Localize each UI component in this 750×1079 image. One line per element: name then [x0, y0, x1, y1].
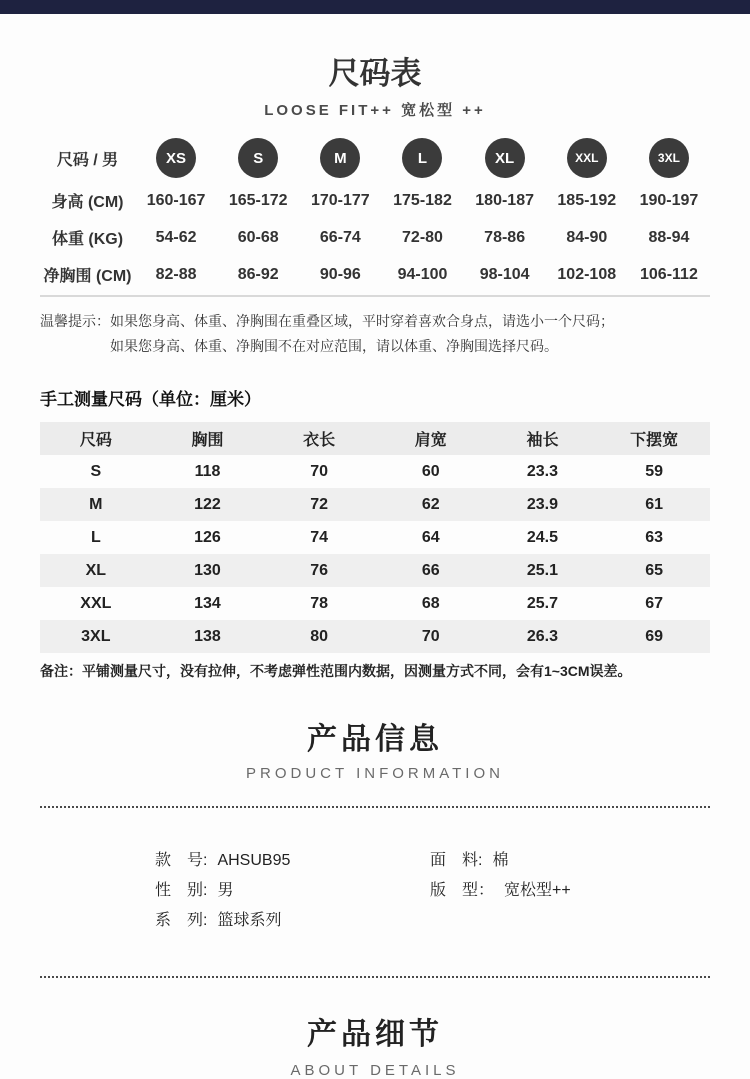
field-fit	[430, 876, 571, 906]
table-row	[40, 488, 710, 521]
table-cell: 70	[310, 462, 329, 480]
field-label: 版 型：	[430, 882, 495, 899]
table-cell: 74	[310, 528, 329, 546]
section-divider	[40, 295, 710, 297]
table-header-row	[40, 422, 710, 455]
measurement-table	[40, 422, 710, 653]
table-cell: 23.3	[526, 462, 559, 480]
table-cell: 126	[194, 528, 221, 546]
table-cell: 118	[194, 462, 221, 480]
table-cell: 64	[421, 528, 440, 546]
chest-value: 82-88	[155, 265, 197, 283]
product-info-title: 产品信息	[307, 723, 443, 756]
top-navy-bar	[0, 0, 750, 14]
product-info-subtitle: PRODUCT INFORMATION	[246, 765, 504, 782]
table-cell: S	[90, 462, 102, 480]
size-chart	[40, 134, 710, 293]
sizing-tips	[40, 309, 710, 359]
field-label: 款 号:	[155, 852, 208, 869]
table-cell: 24.5	[526, 528, 559, 546]
height-row-label: 身高 (CM)	[51, 194, 124, 211]
table-cell: 122	[194, 495, 221, 513]
table-cell: 61	[645, 495, 664, 513]
table-cell: 130	[194, 561, 221, 579]
chest-row	[40, 256, 710, 293]
table-cell: M	[89, 495, 103, 513]
table-cell: XXL	[80, 594, 112, 612]
chest-row-label: 净胸围 (CM)	[43, 268, 132, 285]
measurement-note: 备注：平铺测量尺寸，没有拉伸，不考虑弹性范围内数据，因测量方式不同，会有1~3CM误差。	[40, 663, 632, 679]
chest-value: 98-104	[479, 265, 530, 283]
measure-table-heading: 手工测量尺码（单位：厘米）	[40, 390, 261, 409]
column-header: 肩宽	[375, 422, 487, 455]
weight-value: 88-94	[648, 228, 690, 246]
table-cell: 68	[421, 594, 440, 612]
table-cell: 23.9	[526, 495, 559, 513]
field-label: 系 列:	[155, 912, 208, 929]
column-header: 胸围	[152, 422, 264, 455]
height-value: 170-177	[310, 191, 370, 209]
size-badge-xxl: XXL	[567, 138, 607, 178]
table-cell: 67	[645, 594, 664, 612]
height-value: 190-197	[639, 191, 699, 209]
table-cell: 72	[310, 495, 329, 513]
table-cell: 80	[310, 627, 329, 645]
size-badge-xl: XL	[485, 138, 525, 178]
height-row	[40, 182, 710, 219]
table-cell: L	[90, 528, 101, 546]
table-cell: XL	[85, 561, 107, 579]
table-cell: 138	[194, 627, 221, 645]
table-row	[40, 587, 710, 620]
table-cell: 66	[421, 561, 440, 579]
field-value: 宽松型++	[504, 882, 571, 899]
size-badge-l: L	[402, 138, 442, 178]
table-cell: 78	[310, 594, 329, 612]
table-row	[40, 521, 710, 554]
height-value: 165-172	[228, 191, 288, 209]
table-cell: 25.1	[526, 561, 559, 579]
weight-row-label: 体重 (KG)	[51, 231, 124, 248]
weight-value: 72-80	[402, 228, 443, 246]
table-cell: 59	[645, 462, 664, 480]
table-cell: 26.3	[526, 627, 559, 645]
field-style-number	[155, 846, 395, 876]
field-gender	[155, 876, 395, 906]
weight-value: 78-86	[484, 228, 526, 246]
product-info-fields	[0, 846, 750, 936]
column-header: 衣长	[263, 422, 375, 455]
tips-line-2: 如果您身高、体重、净胸围不在对应范围，请以体重、净胸围选择尺码。	[110, 338, 558, 354]
tips-line-1: 如果您身高、体重、净胸围在重叠区域，平时穿着喜欢合身点，请选小一个尺码；	[110, 313, 614, 329]
chest-value: 94-100	[397, 265, 448, 283]
height-value: 175-182	[393, 191, 452, 209]
field-fabric	[430, 846, 571, 876]
field-label: 面 料:	[430, 852, 483, 869]
weight-row	[40, 219, 710, 256]
size-chart-sizes-row	[40, 134, 710, 182]
column-header: 尺码	[40, 422, 152, 455]
table-row	[40, 455, 710, 488]
size-badge-3xl: 3XL	[649, 138, 689, 178]
page-subtitle: LOOSE FIT++ 宽松型 ++	[264, 102, 486, 119]
field-value: 篮球系列	[217, 912, 282, 929]
weight-value: 84-90	[566, 228, 608, 246]
weight-value: 60-68	[237, 228, 279, 246]
chest-value: 86-92	[237, 265, 279, 283]
field-value: AHSUB95	[217, 852, 291, 869]
column-header: 袖长	[487, 422, 599, 455]
table-cell: 60	[421, 462, 440, 480]
tips-label: 温馨提示：	[40, 313, 110, 329]
size-badge-xs: XS	[156, 138, 196, 178]
field-series	[155, 906, 395, 936]
size-badge-s: S	[238, 138, 278, 178]
table-row	[40, 620, 710, 653]
table-cell: 62	[421, 495, 440, 513]
table-row	[40, 554, 710, 587]
field-label: 性 别:	[155, 882, 208, 899]
page-title: 尺码表	[328, 56, 422, 91]
table-cell: 63	[645, 528, 664, 546]
field-value: 棉	[492, 852, 509, 869]
weight-value: 66-74	[319, 228, 361, 246]
table-cell: 25.7	[526, 594, 559, 612]
chest-value: 90-96	[319, 265, 361, 283]
product-details-subtitle: ABOUT DETAILS	[290, 1062, 460, 1079]
table-cell: 134	[194, 594, 221, 612]
weight-value: 54-62	[155, 228, 197, 246]
field-value: 男	[217, 882, 234, 899]
table-cell: 70	[421, 627, 440, 645]
height-value: 185-192	[557, 191, 617, 209]
table-cell: 76	[310, 561, 329, 579]
dotted-divider	[40, 976, 710, 978]
dotted-divider	[40, 806, 710, 808]
height-value: 160-167	[146, 191, 206, 209]
table-cell: 3XL	[81, 627, 111, 645]
column-header: 下摆宽	[598, 422, 710, 455]
height-value: 180-187	[475, 191, 534, 209]
size-badge-m: M	[320, 138, 360, 178]
product-details-title: 产品细节	[307, 1018, 443, 1051]
table-cell: 69	[645, 627, 664, 645]
chest-value: 106-112	[640, 265, 698, 283]
table-cell: 65	[645, 561, 664, 579]
chest-value: 102-108	[557, 265, 617, 283]
size-row-label: 尺码 / 男	[56, 151, 119, 169]
